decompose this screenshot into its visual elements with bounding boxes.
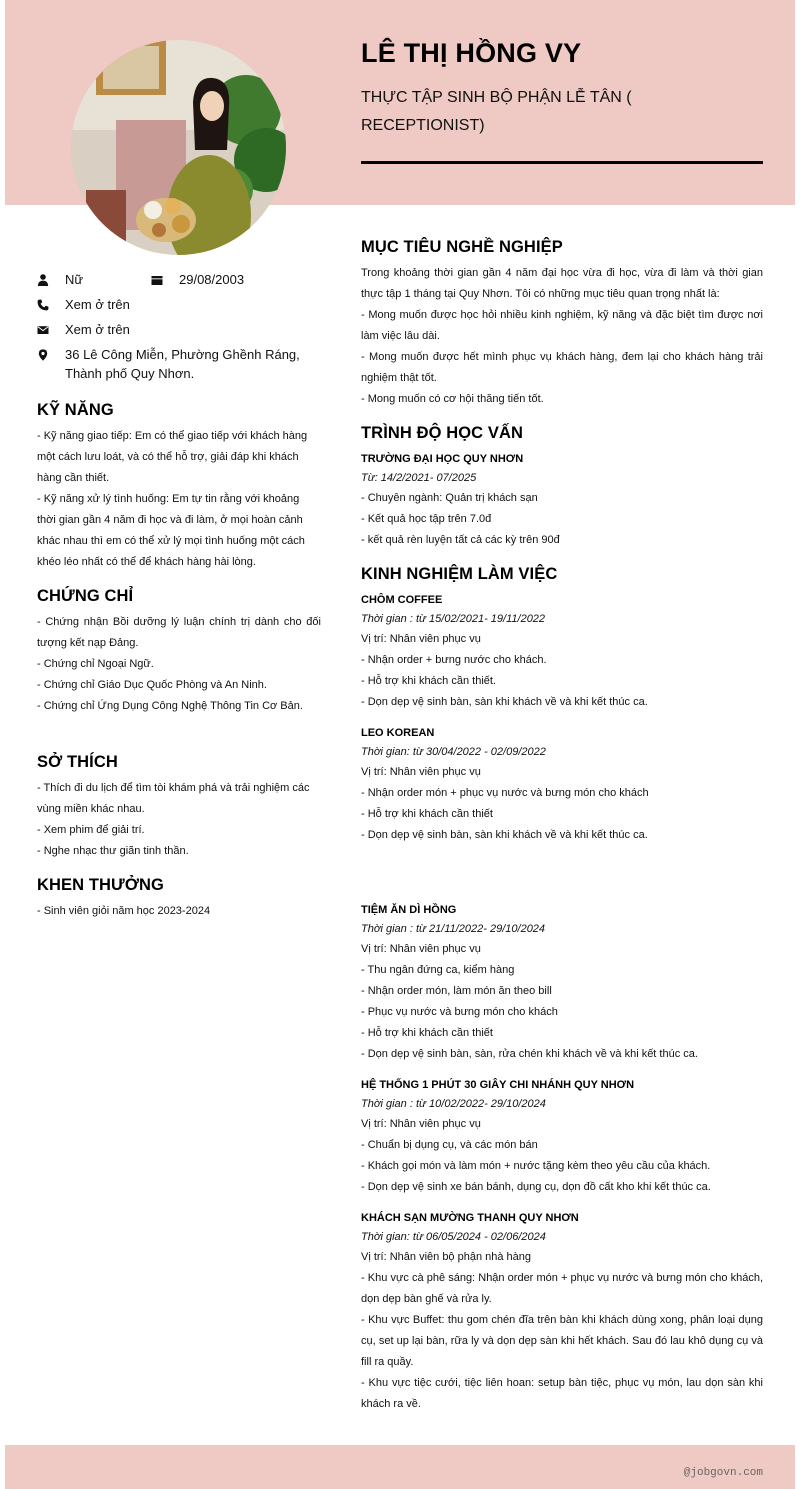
job-period: Thời gian: từ 06/05/2024 - 02/06/2024 (361, 1231, 546, 1243)
left-column (37, 270, 321, 922)
address-row (37, 345, 321, 383)
school-name: TRƯỜNG ĐẠI HỌC QUY NHƠN (361, 453, 524, 465)
job-duty: - Phục vụ nước và bưng món cho khách (361, 1006, 558, 1018)
job-duty: - Khu vực tiệc cưới, tiệc liên hoan: setup bàn tiệc, phục vụ món, lau dọn sàn khi khách ra về. (361, 1377, 763, 1410)
job-duty: Vị trí: Nhân viên phục vụ (361, 943, 481, 955)
company-name: CHÔM COFFEE (361, 594, 443, 606)
profile-photo (71, 40, 286, 255)
job-duty: Vị trí: Nhân viên phục vụ (361, 1118, 481, 1130)
job-duty: - Dọn dẹp vệ sinh bàn, sàn khi khách về và khi kết thúc ca. (361, 696, 648, 708)
job-duty: - Hỗ trợ khi khách cần thiết. (361, 675, 496, 687)
job-entry (361, 1075, 763, 1198)
job-title: THỰC TẬP SINH BỘ PHẬN LỄ TÂN ( RECEPTIONIST) (361, 89, 632, 134)
job-entry (361, 900, 763, 1065)
right-column (361, 238, 763, 1415)
job-period: Thời gian : từ 15/02/2021- 19/11/2022 (361, 613, 546, 625)
job-duty: Vị trí: Nhân viên phục vụ (361, 766, 481, 778)
job-duty: - Khu vực cà phê sáng: Nhận order món + phục vụ nước và bưng món cho khách, dọn dẹp bàn ghế và rửa ly. (361, 1272, 763, 1305)
awards-heading: KHEN THƯỞNG (37, 876, 164, 894)
award-item: - Sinh viên giỏi năm học 2023-2024 (37, 905, 211, 917)
email-value: Xem ở trên (65, 322, 130, 337)
objective-item: - Mong muốn được học hỏi nhiều kinh nghiệm, kỹ năng và đặc biệt tìm được nơi làm việc lâu dài. (361, 309, 763, 342)
mail-icon (37, 324, 49, 336)
education-item: - kết quả rèn luyện tất cả các kỳ trên 90đ (361, 534, 560, 546)
education-item: - Chuyên ngành: Quản trị khách sạn (361, 492, 538, 504)
portrait-image (71, 40, 286, 255)
job-duty: - Dọn dẹp vệ sinh bàn, sàn, rửa chén khi khách về và khi kết thúc ca. (361, 1048, 698, 1060)
email-row (37, 320, 321, 339)
person-icon (37, 274, 49, 286)
calendar-icon (151, 274, 163, 286)
phone-icon (37, 299, 49, 311)
company-name: TIỆM ĂN DÌ HỒNG (361, 904, 457, 916)
job-duty: - Dọn dẹp vệ sinh xe bán bánh, dụng cụ, dọn đồ cất kho khi kết thúc ca. (361, 1181, 711, 1193)
location-pin-icon (37, 349, 49, 361)
job-duty: - Chuẩn bị dụng cụ, và các món bán (361, 1139, 538, 1151)
certificate-item: - Chứng chỉ Giáo Dục Quốc Phòng và An Ninh. (37, 679, 267, 691)
objective-item: - Mong muốn được hết mình phục vụ khách hàng, đem lại cho khách hàng trải nghiệm thật tốt. (361, 351, 763, 384)
hobbies-heading: SỞ THÍCH (37, 753, 118, 771)
job-period: Thời gian : từ 10/02/2022- 29/10/2024 (361, 1098, 546, 1110)
job-duty: - Nhận order món, làm món ăn theo bill (361, 985, 552, 997)
objective-item: - Mong muốn có cơ hội thăng tiến tốt. (361, 393, 544, 405)
company-name: KHÁCH SẠN MƯỜNG THANH QUY NHƠN (361, 1212, 579, 1224)
gender-value: Nữ (65, 272, 84, 287)
header-divider (361, 161, 763, 164)
birthday-value: 29/08/2003 (179, 272, 245, 287)
footer-band (5, 1445, 795, 1489)
skill-item: - Kỹ năng xử lý tình huống: Em tự tin rằng với khoảng thời gian gần 4 năm đi học và đi làm, ở mọi hoàn cảnh khác nhau thì em có thể xử lý mọi tình huống một cách khéo léo nhất có thể để khách hàng hài lòng. (37, 493, 305, 568)
hobby-item: - Nghe nhạc thư giãn tinh thần. (37, 845, 189, 857)
certificates-heading: CHỨNG CHỈ (37, 587, 134, 605)
job-duty: - Nhận order món + phục vụ nước và bưng món cho khách (361, 787, 649, 799)
job-period: Thời gian : từ 21/11/2022- 29/10/2024 (361, 923, 546, 935)
company-name: HỆ THỐNG 1 PHÚT 30 GIÂY CHI NHÁNH QUY NHƠN (361, 1079, 635, 1091)
experience-heading: KINH NGHIỆM LÀM VIỆC (361, 565, 558, 583)
address-value: 36 Lê Công Miễn, Phường Ghềnh Ráng, Thành phố Quy Nhơn. (65, 347, 300, 381)
certificate-item: - Chứng chỉ Ứng Dụng Công Nghệ Thông Tin Cơ Bản. (37, 700, 303, 712)
candidate-name: LÊ THỊ HỒNG VY (361, 38, 582, 68)
education-heading: TRÌNH ĐỘ HỌC VẤN (361, 424, 524, 442)
job-duty: - Hỗ trợ khi khách cần thiết (361, 1027, 493, 1039)
skill-item: - Kỹ năng giao tiếp: Em có thể giao tiếp với khách hàng một cách lưu loát, và có thể hỗ trợ, giải đáp khi khách hàng cần thiết. (37, 430, 308, 484)
certificate-item: - Chứng nhận Bồi dưỡng lý luận chính trị dành cho đối tượng kết nạp Đảng. (37, 616, 321, 649)
job-duty: - Hỗ trợ khi khách cần thiết (361, 808, 493, 820)
hobby-item: - Xem phim để giải trí. (37, 824, 145, 836)
company-name: LEO KOREAN (361, 727, 435, 739)
phone-value: Xem ở trên (65, 297, 130, 312)
job-entry (361, 1208, 763, 1415)
education-item: - Kết quả học tập trên 7.0đ (361, 513, 492, 525)
education-period: Từ: 14/2/2021- 07/2025 (361, 472, 477, 484)
skills-heading: KỸ NĂNG (37, 401, 114, 419)
job-entry (361, 723, 763, 846)
job-period: Thời gian: từ 30/04/2022 - 02/09/2022 (361, 746, 546, 758)
objective-heading: MỤC TIÊU NGHỀ NGHIỆP (361, 238, 563, 256)
job-duty: Vị trí: Nhân viên phục vụ (361, 633, 481, 645)
phone-row (37, 295, 321, 314)
job-duty: - Dọn dẹp vệ sinh bàn, sàn khi khách về và khi kết thúc ca. (361, 829, 648, 841)
objective-item: Trong khoảng thời gian gần 4 năm đại học vừa đi học, vừa đi làm và thời gian thực tập 1 tháng tại Quy Nhơn. Tôi có những mục tiêu quan trọng nhất là: (361, 267, 763, 300)
job-duty: Vị trí: Nhân viên bộ phận nhà hàng (361, 1251, 532, 1263)
watermark-text: @jobgovn.com (683, 1467, 763, 1479)
job-duty: - Nhận order + bưng nước cho khách. (361, 654, 547, 666)
job-duty: - Khu vực Buffet: thu gom chén đĩa trên bàn khi khách dùng xong, phân loại dụng cụ, set up lại bàn, rữa ly và dọn dẹp sàn khi hết khách. Sau đó lau khô dụng cụ và fill ra quầy. (361, 1314, 763, 1368)
job-duty: - Thu ngân đứng ca, kiểm hàng (361, 964, 515, 976)
job-duty: - Khách gọi món và làm món + nước tặng kèm theo yêu cầu của khách. (361, 1160, 711, 1172)
job-entry (361, 590, 763, 713)
hobby-item: - Thích đi du lịch để tìm tòi khám phá và trải nghiệm các vùng miền khác nhau. (37, 782, 310, 815)
certificate-item: - Chứng chỉ Ngoại Ngữ. (37, 658, 154, 670)
resume-page (5, 0, 795, 1489)
gender-birthday-row (37, 270, 321, 289)
